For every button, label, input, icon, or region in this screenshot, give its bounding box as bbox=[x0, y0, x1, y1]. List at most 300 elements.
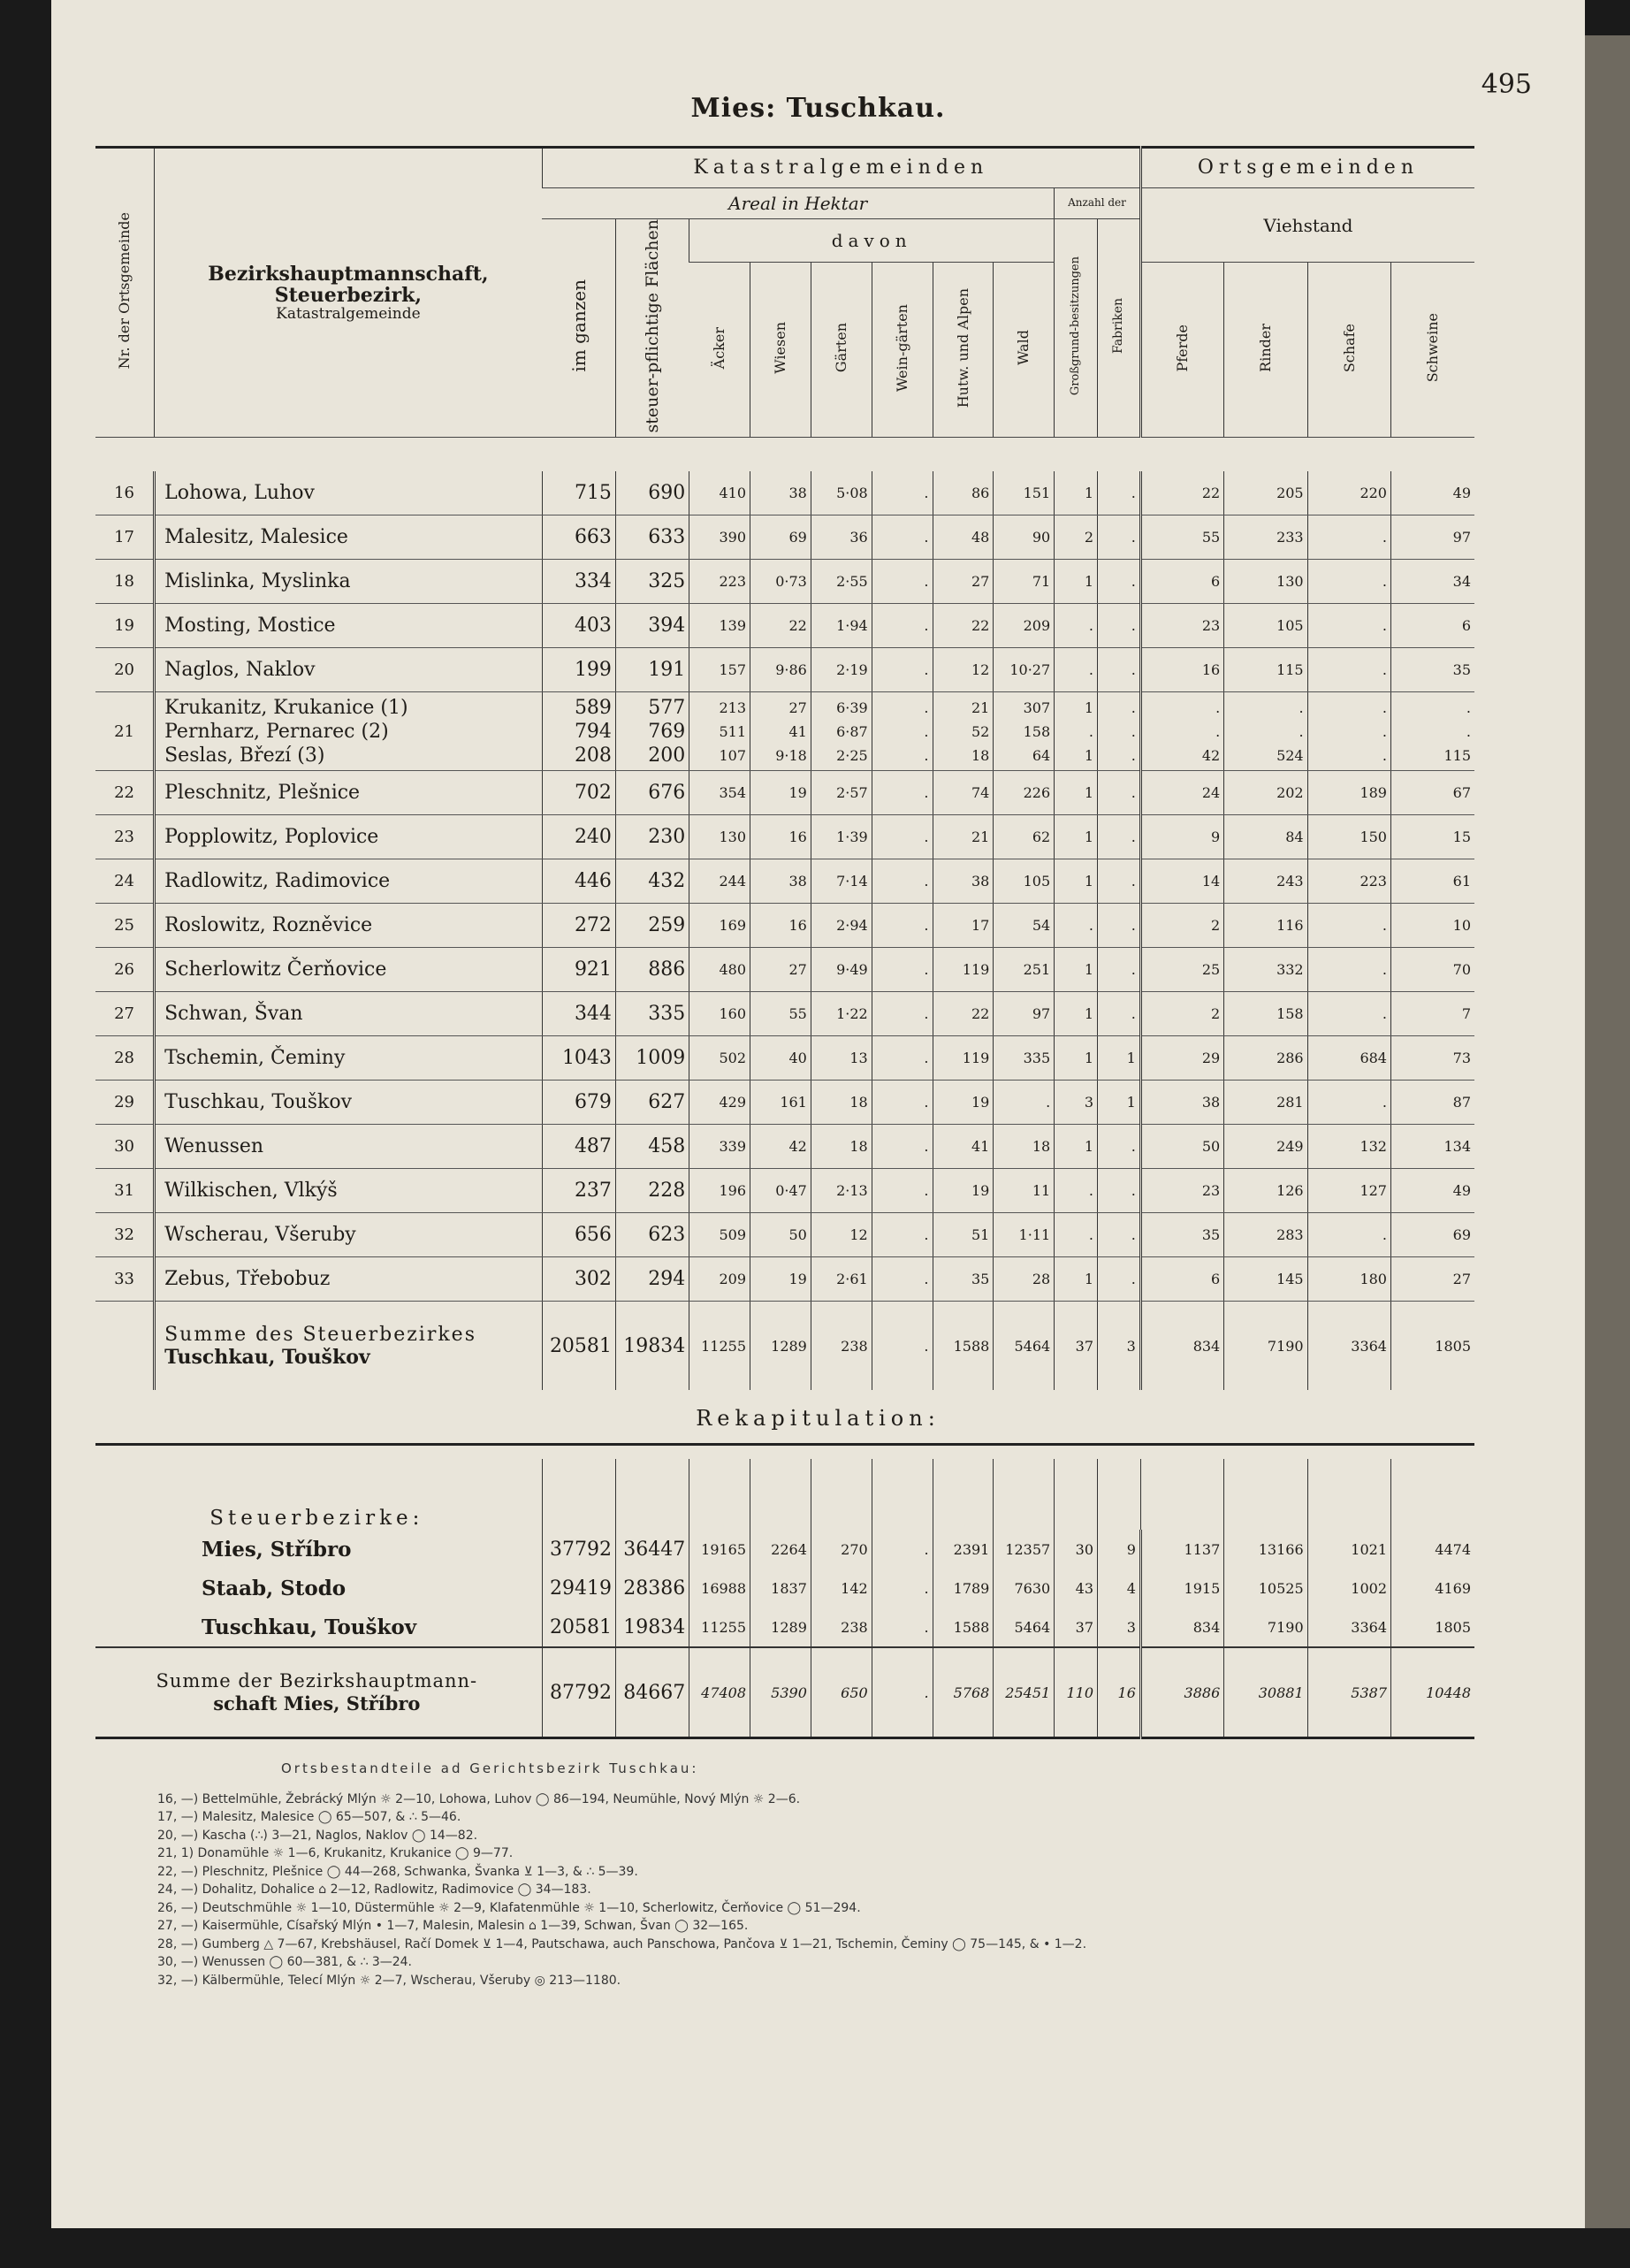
cell-aecker: 209 bbox=[689, 1257, 750, 1302]
col-schweine: Schweine bbox=[1390, 263, 1474, 438]
sub-value: . bbox=[1382, 722, 1387, 740]
cell-pferde: 2 bbox=[1140, 992, 1223, 1036]
cell-wein: . bbox=[872, 515, 933, 560]
cell-wiesen: 40 bbox=[750, 1036, 811, 1081]
cell-pferde: 35 bbox=[1140, 1213, 1223, 1257]
cell-steuer: 191 bbox=[615, 648, 689, 692]
cell-gaerten: 12 bbox=[811, 1213, 872, 1257]
cell-pferde: 50 bbox=[1140, 1125, 1223, 1169]
cell-ganz: 87792 bbox=[542, 1647, 615, 1738]
cell-wald: 209 bbox=[994, 604, 1055, 648]
cell-steuer: 627 bbox=[615, 1081, 689, 1125]
sub-value: 524 bbox=[1276, 746, 1304, 764]
cell-fabr: . bbox=[1098, 771, 1141, 815]
cell-ganz bbox=[542, 692, 615, 771]
sub-value: . bbox=[1131, 722, 1136, 740]
sub-municipality: Krukanitz, Krukanice (1) bbox=[164, 696, 408, 719]
cell-fabr: 1 bbox=[1098, 1036, 1141, 1081]
cell-rinder: 281 bbox=[1224, 1081, 1307, 1125]
cell-wiesen: 19 bbox=[750, 1257, 811, 1302]
cell-wald: 7630 bbox=[994, 1569, 1055, 1607]
sub-value: 6·39 bbox=[836, 699, 868, 716]
cell-gross: . bbox=[1055, 604, 1098, 648]
sub-value: 42 bbox=[1201, 746, 1221, 764]
document-page bbox=[51, 0, 1585, 2228]
footnote-line: 22, —) Pleschnitz, Plešnice ◯ 44—268, Schwanka, Švanka ⊻ 1—3, & ∴ 5—39. bbox=[157, 1864, 638, 1879]
cell-aecker: 130 bbox=[689, 815, 750, 859]
col-davon: davon bbox=[689, 219, 1055, 263]
cell-fabr: . bbox=[1098, 948, 1141, 992]
cell-ganz: 199 bbox=[542, 648, 615, 692]
cell-aecker: 16988 bbox=[689, 1569, 750, 1607]
cell-hutw: 2391 bbox=[933, 1530, 994, 1569]
table-row bbox=[95, 1036, 1474, 1081]
cell-schweine: 27 bbox=[1390, 1257, 1474, 1302]
cell-pferde: 29 bbox=[1140, 1036, 1223, 1081]
cell-pferde: 23 bbox=[1140, 1169, 1223, 1213]
cell-fabr: . bbox=[1098, 859, 1141, 904]
cell-wein: . bbox=[872, 1169, 933, 1213]
cell-pferde: 834 bbox=[1140, 1607, 1223, 1647]
cell-steuer: 394 bbox=[615, 604, 689, 648]
cell-wein: . bbox=[872, 948, 933, 992]
cell-aecker: 47408 bbox=[689, 1647, 750, 1738]
cell-wein: . bbox=[872, 1125, 933, 1169]
cell-rinder: 126 bbox=[1224, 1169, 1307, 1213]
cell-ganz: 663 bbox=[542, 515, 615, 560]
cell-wein: . bbox=[872, 815, 933, 859]
row-number: 21 bbox=[95, 692, 155, 771]
sub-value: 27 bbox=[788, 699, 807, 716]
cell-rinder: 249 bbox=[1224, 1125, 1307, 1169]
sub-value: 9·18 bbox=[775, 746, 807, 764]
cell-schafe: 3364 bbox=[1307, 1302, 1390, 1391]
cell-wiesen: 0·73 bbox=[750, 560, 811, 604]
recap-total-label bbox=[95, 1647, 542, 1738]
cell-hutw: 27 bbox=[933, 560, 994, 604]
cell-aecker: 429 bbox=[689, 1081, 750, 1125]
cell-gross: 1 bbox=[1055, 560, 1098, 604]
cell-gaerten: 13 bbox=[811, 1036, 872, 1081]
sub-value: 577 bbox=[648, 696, 686, 719]
cell-rinder: 30881 bbox=[1224, 1647, 1307, 1738]
cell-ganz: 487 bbox=[542, 1125, 615, 1169]
sub-value: 21 bbox=[971, 699, 990, 716]
recap-label: Steuerbezirke: bbox=[209, 1507, 424, 1530]
recap-district-name: Staab, Stodo bbox=[202, 1576, 347, 1600]
cell-wiesen: 1837 bbox=[750, 1569, 811, 1607]
cell-aecker: 480 bbox=[689, 948, 750, 992]
table-row bbox=[95, 1081, 1474, 1125]
cell-aecker bbox=[689, 692, 750, 771]
cell-schweine: 69 bbox=[1390, 1213, 1474, 1257]
row-number: 22 bbox=[95, 771, 155, 815]
cell-hutw: 119 bbox=[933, 948, 994, 992]
cell-ganz: 715 bbox=[542, 471, 615, 515]
municipality-name: Mislinka, Myslinka bbox=[155, 560, 543, 604]
municipality-name: Zebus, Třebobuz bbox=[155, 1257, 543, 1302]
cell-wiesen: 1289 bbox=[750, 1607, 811, 1647]
cell-gaerten: 5·08 bbox=[811, 471, 872, 515]
cell-ganz: 237 bbox=[542, 1169, 615, 1213]
cell-gaerten: 36 bbox=[811, 515, 872, 560]
col-gaerten: Gärten bbox=[811, 263, 872, 438]
cell-wiesen: 38 bbox=[750, 859, 811, 904]
cell-schweine: 134 bbox=[1390, 1125, 1474, 1169]
cell-hutw: 74 bbox=[933, 771, 994, 815]
cell-fabr: . bbox=[1098, 904, 1141, 948]
statistics-table bbox=[95, 146, 1474, 1446]
cell-wald: 151 bbox=[994, 471, 1055, 515]
cell-gaerten: 2·19 bbox=[811, 648, 872, 692]
cell-aecker: 502 bbox=[689, 1036, 750, 1081]
cell-schweine: 4169 bbox=[1391, 1569, 1475, 1607]
cell-fabr: . bbox=[1098, 560, 1141, 604]
sub-value: . bbox=[1299, 699, 1304, 716]
cell-aecker: 196 bbox=[689, 1169, 750, 1213]
cell-gross: 37 bbox=[1055, 1607, 1098, 1647]
cell-wein: . bbox=[872, 1647, 933, 1738]
municipality-name: Scherlowitz Čerňovice bbox=[155, 948, 543, 992]
row-number: 26 bbox=[95, 948, 155, 992]
cell-steuer bbox=[615, 692, 689, 771]
table-row bbox=[95, 560, 1474, 604]
cell-schafe: . bbox=[1307, 604, 1390, 648]
col-grossgrund: Großgrund-besitzungen bbox=[1055, 219, 1098, 438]
cell-wein: . bbox=[872, 1257, 933, 1302]
recap-row bbox=[95, 1607, 1474, 1647]
cell-wiesen: 38 bbox=[750, 471, 811, 515]
cell-aecker: 339 bbox=[689, 1125, 750, 1169]
cell-wiesen: 161 bbox=[750, 1081, 811, 1125]
cell-schafe: 5387 bbox=[1307, 1647, 1390, 1738]
cell-wein: . bbox=[872, 1530, 933, 1569]
cell-wein: . bbox=[872, 560, 933, 604]
cell-pferde: 16 bbox=[1140, 648, 1223, 692]
cell-rinder: 202 bbox=[1224, 771, 1307, 815]
cell-ganz: 302 bbox=[542, 1257, 615, 1302]
cell-gross: 43 bbox=[1055, 1569, 1098, 1607]
cell-gross: . bbox=[1055, 1213, 1098, 1257]
cell-aecker: 244 bbox=[689, 859, 750, 904]
cell-hutw bbox=[933, 692, 994, 771]
cell-schafe: . bbox=[1307, 992, 1390, 1036]
cell-fabr: 9 bbox=[1098, 1530, 1141, 1569]
sub-value: . bbox=[1299, 722, 1304, 740]
cell-schafe: . bbox=[1307, 948, 1390, 992]
footnote-line: 17, —) Malesitz, Malesice ◯ 65—507, & ∴ 5—46. bbox=[157, 1810, 461, 1824]
page-number: 495 bbox=[1481, 69, 1532, 100]
cell-pferde: 23 bbox=[1140, 604, 1223, 648]
cell-gaerten: 2·94 bbox=[811, 904, 872, 948]
table-row bbox=[95, 771, 1474, 815]
table-row bbox=[95, 604, 1474, 648]
cell-wiesen: 5390 bbox=[750, 1647, 811, 1738]
cell-wiesen: 16 bbox=[750, 815, 811, 859]
row-number: 24 bbox=[95, 859, 155, 904]
cell-rinder: 130 bbox=[1224, 560, 1307, 604]
cell-wald: 5464 bbox=[994, 1302, 1055, 1391]
sub-value: . bbox=[924, 699, 929, 716]
cell-gross: 3 bbox=[1055, 1081, 1098, 1125]
cell-ganz: 240 bbox=[542, 815, 615, 859]
sum-label-line2: Tuschkau, Touškov bbox=[164, 1345, 370, 1369]
municipality-name: Wscherau, Všeruby bbox=[155, 1213, 543, 1257]
cell-ganz: 334 bbox=[542, 560, 615, 604]
cell-steuer: 623 bbox=[615, 1213, 689, 1257]
cell-schweine: 34 bbox=[1390, 560, 1474, 604]
sub-value: 64 bbox=[1032, 746, 1051, 764]
cell-schweine: 49 bbox=[1390, 1169, 1474, 1213]
cell-wein: . bbox=[872, 604, 933, 648]
cell-hutw: 12 bbox=[933, 648, 994, 692]
cell-ganz: 344 bbox=[542, 992, 615, 1036]
cell-pferde: 834 bbox=[1140, 1302, 1223, 1391]
sub-value: . bbox=[1382, 699, 1387, 716]
cell-rinder: 283 bbox=[1224, 1213, 1307, 1257]
cell-steuer: 690 bbox=[615, 471, 689, 515]
cell-steuer: 633 bbox=[615, 515, 689, 560]
cell-wiesen: 1289 bbox=[750, 1302, 811, 1391]
col-viehstand: Viehstand bbox=[1140, 188, 1474, 263]
cell-ganz: 20581 bbox=[542, 1607, 615, 1647]
row-number: 23 bbox=[95, 815, 155, 859]
footnote-line: 27, —) Kaisermühle, Císařský Mlýn • 1—7, Malesin, Malesin ⌂ 1—39, Schwan, Švan ◯ 32—165. bbox=[157, 1919, 749, 1933]
cell-gross: 1 bbox=[1055, 992, 1098, 1036]
table-row bbox=[95, 904, 1474, 948]
cell-gross: 1 bbox=[1055, 859, 1098, 904]
sub-value: 41 bbox=[788, 722, 807, 740]
cell-gaerten: 2·13 bbox=[811, 1169, 872, 1213]
cell-rinder bbox=[1224, 692, 1307, 771]
cell-steuer: 36447 bbox=[615, 1530, 689, 1569]
row-number: 33 bbox=[95, 1257, 155, 1302]
recap-district-name: Tuschkau, Touškov bbox=[202, 1615, 417, 1639]
col-wiesen: Wiesen bbox=[750, 263, 811, 438]
cell-gross: 2 bbox=[1055, 515, 1098, 560]
cell-hutw: 19 bbox=[933, 1081, 994, 1125]
cell-fabr: . bbox=[1098, 1169, 1141, 1213]
cell-steuer: 325 bbox=[615, 560, 689, 604]
cell-pferde: 38 bbox=[1140, 1081, 1223, 1125]
cell-wald: 28 bbox=[994, 1257, 1055, 1302]
cell-schweine: 61 bbox=[1390, 859, 1474, 904]
sub-value: 794 bbox=[574, 720, 612, 743]
cell-ganz: 446 bbox=[542, 859, 615, 904]
cell-wald: 10·27 bbox=[994, 648, 1055, 692]
cell-schafe: . bbox=[1307, 515, 1390, 560]
sub-value: 511 bbox=[719, 722, 747, 740]
cell-hutw: 17 bbox=[933, 904, 994, 948]
cell-fabr: . bbox=[1098, 992, 1141, 1036]
cell-fabr: . bbox=[1098, 1257, 1141, 1302]
cell-rinder: 158 bbox=[1224, 992, 1307, 1036]
footnote-line: 28, —) Gumberg △ 7—67, Krebshäusel, Račí Domek ⊻ 1—4, Pautschawa, auch Panschowa, Pančova ⊻ 1—21, Tschemin, Čeminy ◯ 75—145, & • 1—2. bbox=[157, 1936, 1087, 1951]
sub-value: 200 bbox=[648, 744, 686, 767]
cell-aecker: 11255 bbox=[689, 1302, 750, 1391]
cell-wiesen: 0·47 bbox=[750, 1169, 811, 1213]
cell-wein: . bbox=[872, 1036, 933, 1081]
row-number: 19 bbox=[95, 604, 155, 648]
col-bezirk: Bezirkshauptmannschaft, Steuerbezirk, Katastralgemeinde bbox=[155, 148, 543, 438]
sub-value: 18 bbox=[971, 746, 990, 764]
cell-gross: 1 bbox=[1055, 948, 1098, 992]
cell-hutw: 22 bbox=[933, 604, 994, 648]
cell-wald: 1·11 bbox=[994, 1213, 1055, 1257]
cell-aecker: 223 bbox=[689, 560, 750, 604]
cell-wald: 251 bbox=[994, 948, 1055, 992]
cell-hutw: 21 bbox=[933, 815, 994, 859]
cell-gross: 1 bbox=[1055, 1257, 1098, 1302]
row-number: 32 bbox=[95, 1213, 155, 1257]
recap-total-row bbox=[95, 1647, 1474, 1738]
cell-steuer: 676 bbox=[615, 771, 689, 815]
cell-wald: 12357 bbox=[994, 1530, 1055, 1569]
cell-steuer: 28386 bbox=[615, 1569, 689, 1607]
col-ortsgemeinden: Ortsgemeinden bbox=[1140, 148, 1474, 188]
cell-rinder: 13166 bbox=[1224, 1530, 1307, 1569]
cell-hutw: 22 bbox=[933, 992, 994, 1036]
cell-gaerten: 650 bbox=[811, 1647, 872, 1738]
cell-wald: 18 bbox=[994, 1125, 1055, 1169]
cell-pferde: 6 bbox=[1140, 1257, 1223, 1302]
cell-hutw: 48 bbox=[933, 515, 994, 560]
col-rinder: Rinder bbox=[1224, 263, 1307, 438]
sub-value: 158 bbox=[1023, 722, 1051, 740]
cell-steuer: 294 bbox=[615, 1257, 689, 1302]
cell-rinder: 243 bbox=[1224, 859, 1307, 904]
cell-steuer: 19834 bbox=[615, 1607, 689, 1647]
cell-pferde: 6 bbox=[1140, 560, 1223, 604]
cell-pferde: 1137 bbox=[1140, 1530, 1223, 1569]
cell-ganz: 403 bbox=[542, 604, 615, 648]
cell-steuer: 259 bbox=[615, 904, 689, 948]
total-label-line1: Summe der Bezirkshauptmann- bbox=[156, 1669, 478, 1691]
footnote-line: 21, 1) Donamühle ☼ 1—6, Krukanitz, Krukanice ◯ 9—77. bbox=[157, 1846, 514, 1860]
table-row bbox=[95, 692, 1474, 771]
sub-value: . bbox=[1215, 699, 1221, 716]
cell-schafe: 150 bbox=[1307, 815, 1390, 859]
municipality-name: Tschemin, Čeminy bbox=[155, 1036, 543, 1081]
col-aecker: Äcker bbox=[689, 263, 750, 438]
cell-wiesen: 9·86 bbox=[750, 648, 811, 692]
col-steuerpflichtige: steuer-pflichtige Flächen bbox=[615, 219, 689, 438]
row-number: 27 bbox=[95, 992, 155, 1036]
cell-gross: 37 bbox=[1055, 1302, 1098, 1391]
cell-hutw: 5768 bbox=[933, 1647, 994, 1738]
cell-aecker: 390 bbox=[689, 515, 750, 560]
cell-schafe: . bbox=[1307, 1081, 1390, 1125]
sub-value: . bbox=[1466, 699, 1471, 716]
cell-gaerten: 270 bbox=[811, 1530, 872, 1569]
cell-aecker: 354 bbox=[689, 771, 750, 815]
cell-schafe: 223 bbox=[1307, 859, 1390, 904]
footnotes bbox=[157, 1760, 1483, 1989]
cell-steuer: 432 bbox=[615, 859, 689, 904]
sum-row bbox=[95, 1302, 1474, 1391]
cell-gross bbox=[1055, 692, 1098, 771]
cell-fabr: . bbox=[1098, 815, 1141, 859]
row-number: 29 bbox=[95, 1081, 155, 1125]
cell-wiesen: 2264 bbox=[750, 1530, 811, 1569]
footnote-line: 30, —) Wenussen ◯ 60—381, & ∴ 3—24. bbox=[157, 1955, 412, 1969]
cell-rinder: 7190 bbox=[1224, 1302, 1307, 1391]
cell-wald: 90 bbox=[994, 515, 1055, 560]
cell-schafe: 220 bbox=[1307, 471, 1390, 515]
cell-gaerten: 142 bbox=[811, 1569, 872, 1607]
cell-hutw: 41 bbox=[933, 1125, 994, 1169]
cell-pferde: 1915 bbox=[1140, 1569, 1223, 1607]
col-katastral: Katastralgemeinden bbox=[542, 148, 1140, 188]
cell-gross: 1 bbox=[1055, 1036, 1098, 1081]
municipality-name: Roslowitz, Rozněvice bbox=[155, 904, 543, 948]
cell-rinder: 233 bbox=[1224, 515, 1307, 560]
total-label-line2: schaft Mies, Stříbro bbox=[213, 1692, 421, 1714]
sub-value: 52 bbox=[971, 722, 990, 740]
cell-gross: 1 bbox=[1055, 471, 1098, 515]
cell-pferde: 2 bbox=[1140, 904, 1223, 948]
cell-gaerten: 2·61 bbox=[811, 1257, 872, 1302]
cell-rinder: 116 bbox=[1224, 904, 1307, 948]
cell-rinder: 332 bbox=[1224, 948, 1307, 992]
cell-schafe: 180 bbox=[1307, 1257, 1390, 1302]
table-row bbox=[95, 471, 1474, 515]
cell-steuer: 228 bbox=[615, 1169, 689, 1213]
cell-wald: 71 bbox=[994, 560, 1055, 604]
cell-schweine: 6 bbox=[1390, 604, 1474, 648]
municipality-name: Wenussen bbox=[155, 1125, 543, 1169]
cell-gaerten: 18 bbox=[811, 1081, 872, 1125]
col-im-ganzen: im ganzen bbox=[542, 219, 615, 438]
cell-wein: . bbox=[872, 471, 933, 515]
cell-ganz: 702 bbox=[542, 771, 615, 815]
table-row bbox=[95, 648, 1474, 692]
municipality-name: Mosting, Mostice bbox=[155, 604, 543, 648]
cell-wald: 5464 bbox=[994, 1607, 1055, 1647]
table-row bbox=[95, 515, 1474, 560]
cell-aecker: 11255 bbox=[689, 1607, 750, 1647]
col-fabriken: Fabriken bbox=[1098, 219, 1141, 438]
cell-wald: 54 bbox=[994, 904, 1055, 948]
table-row bbox=[95, 1213, 1474, 1257]
cell-wiesen bbox=[750, 692, 811, 771]
cell-schafe: . bbox=[1307, 1213, 1390, 1257]
table-row bbox=[95, 859, 1474, 904]
cell-schafe bbox=[1307, 692, 1390, 771]
cell-schweine: 10448 bbox=[1391, 1647, 1475, 1738]
cell-rinder: 205 bbox=[1224, 471, 1307, 515]
cell-fabr: . bbox=[1098, 515, 1141, 560]
cell-hutw: 119 bbox=[933, 1036, 994, 1081]
cell-schweine: 70 bbox=[1390, 948, 1474, 992]
cell-steuer: 458 bbox=[615, 1125, 689, 1169]
footnote-line: 32, —) Kälbermühle, Telecí Mlýn ☼ 2—7, Wscherau, Všeruby ◎ 213—1180. bbox=[157, 1973, 621, 1988]
cell-schafe: . bbox=[1307, 904, 1390, 948]
row-number: 18 bbox=[95, 560, 155, 604]
cell-wiesen: 55 bbox=[750, 992, 811, 1036]
cell-pferde: 25 bbox=[1140, 948, 1223, 992]
cell-ganz: 272 bbox=[542, 904, 615, 948]
municipality-name: Malesitz, Malesice bbox=[155, 515, 543, 560]
cell-rinder: 7190 bbox=[1224, 1607, 1307, 1647]
cell-wald: 25451 bbox=[994, 1647, 1055, 1738]
table-row bbox=[95, 1257, 1474, 1302]
cell-hutw: 86 bbox=[933, 471, 994, 515]
cell-ganz: 679 bbox=[542, 1081, 615, 1125]
footnote-line: 16, —) Bettelmühle, Žebrácký Mlýn ☼ 2—10, Lohowa, Luhov ◯ 86—194, Neumühle, Nový Mlýn ☼ 2—6. bbox=[157, 1791, 801, 1806]
cell-wein: . bbox=[872, 1302, 933, 1391]
cell-wiesen: 42 bbox=[750, 1125, 811, 1169]
